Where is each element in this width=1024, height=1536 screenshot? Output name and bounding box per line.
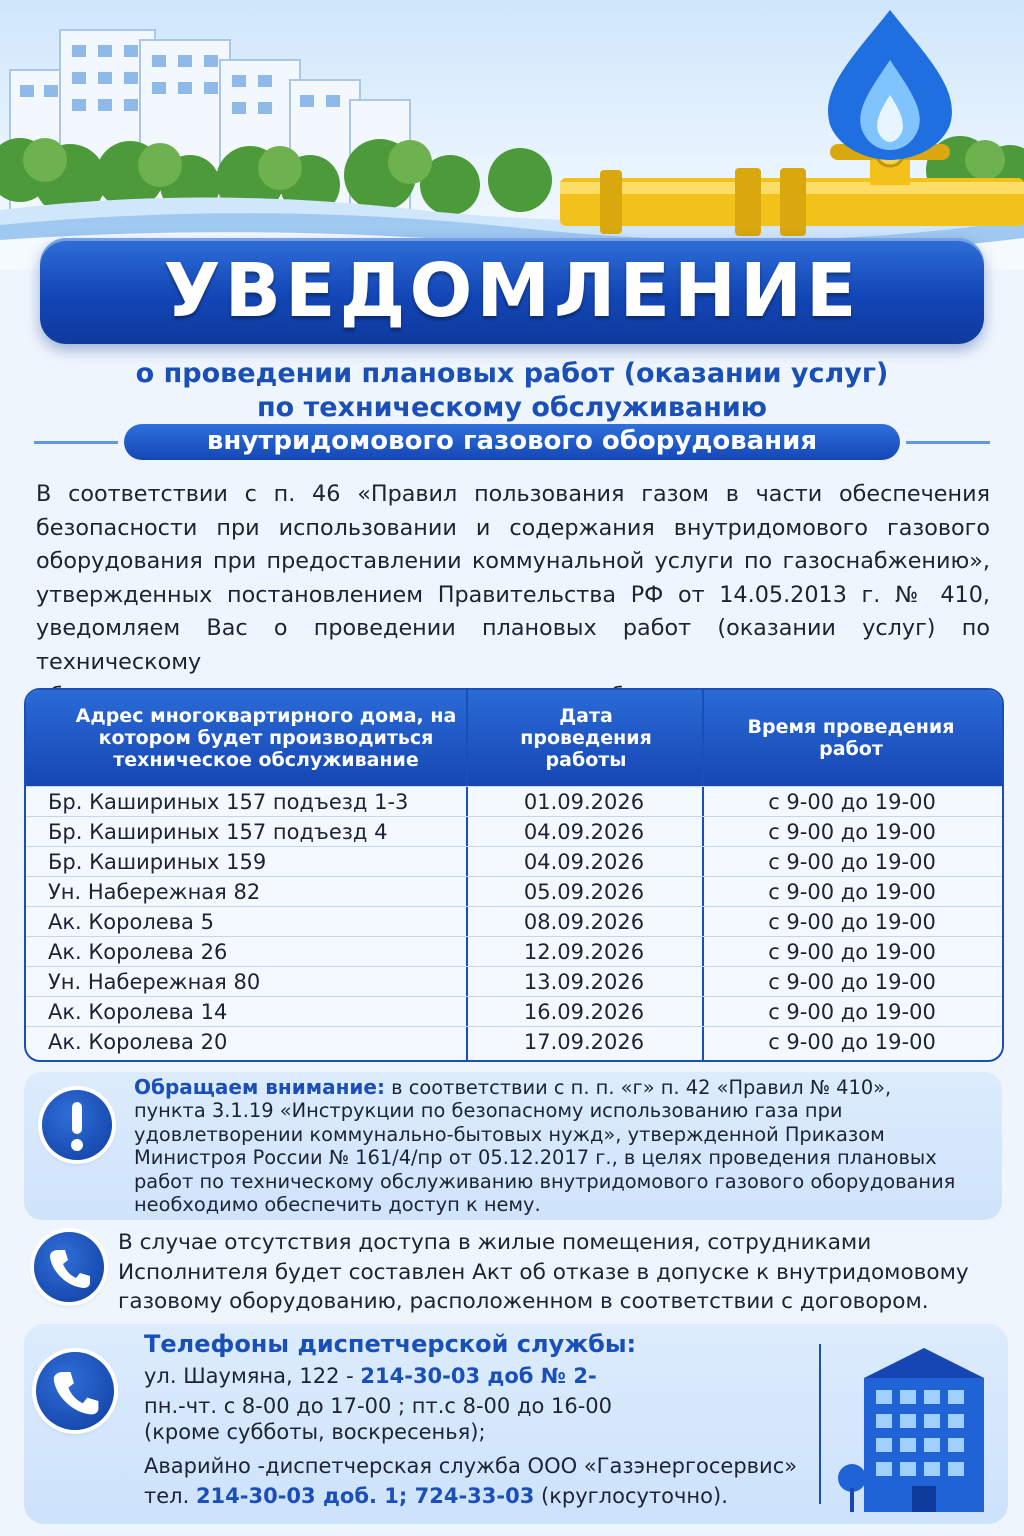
intro-line: уведомляем Вас о проведении плановых работ (оказании услуг) по техническому [36, 615, 990, 675]
hours-line: пн.-чт. с 8-00 до 17-00 ; пт.с 8-00 до 16-00 [144, 1394, 613, 1418]
address-cell: Ун. Набережная 82 [48, 880, 261, 904]
table-row [26, 936, 1002, 967]
date-cell: 13.09.2026 [523, 970, 645, 994]
time-cell: с 9-00 до 19-00 [768, 940, 936, 964]
address-cell: Ун. Набережная 80 [48, 970, 261, 994]
date-cell: 12.09.2026 [523, 940, 645, 964]
notice-box [24, 1072, 1002, 1220]
time-cell: с 9-00 до 19-00 [768, 970, 936, 994]
subtitle-line2: по техническому обслуживанию [256, 392, 768, 423]
divider-left [34, 441, 118, 444]
time-cell: с 9-00 до 19-00 [768, 850, 936, 874]
time-cell: с 9-00 до 19-00 [768, 790, 936, 814]
subtitle-line3: внутридомового газового оборудования [124, 424, 900, 460]
subtitle-line1: о проведении плановых работ (оказании услуг) [135, 358, 889, 389]
time-cell: с 9-00 до 19-00 [768, 1030, 936, 1054]
tel-numbers: 214-30-03 доб. 1; 724-33-03 [195, 1484, 535, 1508]
contacts-divider [819, 1344, 821, 1504]
address-cell: Ак. Королева 14 [48, 1000, 228, 1024]
header-address: Адрес многоквартирного дома, на котором будет производиться техническое обслуживание [75, 705, 457, 771]
subtitle-line3-wrap [0, 424, 1024, 460]
intro-line: утвержденных постановлением Правительства РФ от 14.05.2013 г. № 410, [36, 581, 990, 608]
date-cell: 01.09.2026 [523, 790, 645, 814]
table-row [26, 876, 1002, 907]
intro-line: безопасности при использовании и содержания внутридомового газового [36, 514, 990, 541]
intro-line: оборудования при предоставлении коммунальной услуги по газоснабжению», [36, 548, 990, 575]
address-cell: Ак. Королева 20 [48, 1030, 228, 1054]
except-line: (кроме субботы, воскресенья); [144, 1420, 486, 1444]
access-paragraph: В случае отсутствия доступа в жилые помещения, сотрудниками Исполнителя будет составлен Акт об отказе в допуске к внутридомовому газовому оборудованию, расположенном в соответствии с договором. [118, 1230, 969, 1314]
address-cell: Бр. Кашириных 159 [48, 850, 267, 874]
address-cell: Ак. Королева 26 [48, 940, 228, 964]
table-row [26, 906, 1002, 937]
emergency-line: Аварийно -диспетчерская служба ООО «Газэнергосервис» [144, 1454, 798, 1478]
table-row [26, 966, 1002, 997]
table-header [26, 690, 1002, 786]
building-icon [834, 1338, 1004, 1518]
address-cell: Ак. Королева 5 [48, 910, 214, 934]
address-cell: Бр. Кашириных 157 подъезд 4 [48, 820, 388, 844]
address-cell: Бр. Кашириных 157 подъезд 1-3 [48, 790, 409, 814]
header-time: Время проведения работ [747, 716, 955, 760]
divider-right [906, 441, 990, 444]
date-cell: 16.09.2026 [523, 1000, 645, 1024]
date-cell: 04.09.2026 [523, 850, 645, 874]
schedule-table [24, 688, 1004, 1062]
title-banner [40, 238, 984, 344]
tel-line: тел. 214-30-03 доб. 1; 724-33-03 (круглосуточно). [144, 1484, 728, 1508]
phone-icon [34, 1232, 104, 1302]
exclamation-icon [42, 1090, 112, 1160]
contacts-title: Телефоны диспетчерской службы: [144, 1330, 637, 1358]
table-row [26, 816, 1002, 847]
date-cell: 17.09.2026 [523, 1030, 645, 1054]
date-cell: 08.09.2026 [523, 910, 645, 934]
time-cell: с 9-00 до 19-00 [768, 1000, 936, 1024]
table-row [26, 996, 1002, 1027]
phone-icon [36, 1352, 114, 1430]
notice-label: Обращаем внимание: [134, 1075, 385, 1099]
date-cell: 05.09.2026 [523, 880, 645, 904]
notice-text: Обращаем внимание: в соответствии с п. п. «г» п. 42 «Правил № 410», пункта 3.1.19 «Инструкции по безопасному использованию газа при удовлетворении коммунально-бытовых нужд», утвержденной Приказом Министроя России № 161/4/пр от 05.12.2017 г., в целях проведения плановых работ по техническому обслуживанию внутридомового газового оборудования необходимо обеспечить доступ к нему. [134, 1075, 956, 1217]
time-cell: с 9-00 до 19-00 [768, 880, 936, 904]
time-cell: с 9-00 до 19-00 [768, 820, 936, 844]
intro-line: В соответствии с п. 46 «Правил пользования газом в части обеспечения [36, 481, 990, 507]
address-phone: 214-30-03 доб № 2- [360, 1364, 597, 1388]
header-date: Дата проведения работы [520, 705, 652, 771]
address-line: ул. Шаумяна, 122 - 214-30-03 доб № 2- [144, 1364, 597, 1388]
hero-illustration [0, 0, 1024, 270]
contacts-box [24, 1324, 1008, 1524]
table-row [26, 1026, 1002, 1057]
time-cell: с 9-00 до 19-00 [768, 910, 936, 934]
table-row [26, 786, 1002, 817]
table-row [26, 846, 1002, 877]
date-cell: 04.09.2026 [523, 820, 645, 844]
page-title: УВЕДОМЛЕНИЕ [163, 248, 861, 334]
